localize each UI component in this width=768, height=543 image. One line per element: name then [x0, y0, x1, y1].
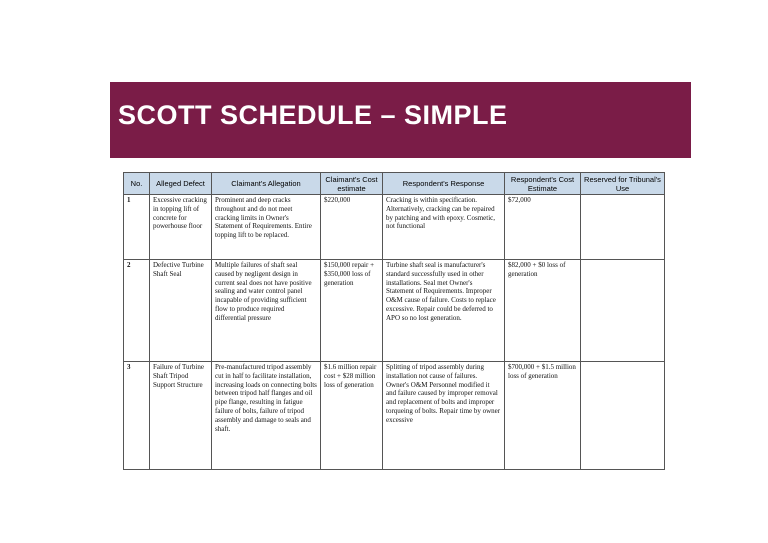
header-alleged-defect: Alleged Defect [150, 173, 212, 195]
header-respondent-cost: Respondent's Cost Estimate [505, 173, 581, 195]
cell-no: 1 [124, 195, 150, 260]
table-header-row [124, 173, 665, 195]
cell-response: Turbine shaft seal is manufacturer's standard successfully used in other installations. Seal met Owner's Statement of Requirements. Improper O&M cause of failure. Costs to replace excessive. Repair could be deferred to APO so no lost generation. [383, 260, 505, 362]
cell-allegation: Multiple failures of shaft seal caused by negligent design in current seal does not have positive sealing and water control panel incapable of providing sufficient flow to produce required differential pressure [212, 260, 321, 362]
table-row [124, 195, 665, 260]
cell-defect: Excessive cracking in topping lift of concrete for powerhouse floor [150, 195, 212, 260]
header-no: No. [124, 173, 150, 195]
cell-allegation: Pre-manufactured tripod assembly cut in half to facilitate installation, increasing loads on connecting bolts between tripod half flanges and oil pipe flange, resulting in fatigue failure of bolts, failure of tripod assembly and damage to seals and shaft. [212, 362, 321, 470]
cell-allegation: Prominent and deep cracks throughout and do not meet cracking limits in Owner's Statement of Requirements. Entire topping lift to be replaced. [212, 195, 321, 260]
table-row [124, 260, 665, 362]
header-claimant-cost: Claimant's Cost estimate [321, 173, 383, 195]
header-claimant-allegation: Claimant's Allegation [212, 173, 321, 195]
cell-respondent-cost: $82,000 + $0 loss of generation [505, 260, 581, 362]
cell-respondent-cost: $72,000 [505, 195, 581, 260]
cell-tribunal [581, 260, 665, 362]
header-respondent-response: Respondent's Response [383, 173, 505, 195]
cell-response: Cracking is within specification. Alternatively, cracking can be repaired by patching and with epoxy. Cosmetic, not functional [383, 195, 505, 260]
cell-no: 2 [124, 260, 150, 362]
cell-no: 3 [124, 362, 150, 470]
cell-claimant-cost: $150,000 repair + $350,000 loss of generation [321, 260, 383, 362]
cell-claimant-cost: $220,000 [321, 195, 383, 260]
cell-response: Splitting of tripod assembly during installation not cause of failures. Owner's O&M Personnel modified it and failure caused by improper removal and replacement of bolts and improper torqueing of bolts. Repair time by owner excessive [383, 362, 505, 470]
cell-tribunal [581, 362, 665, 470]
table-row [124, 362, 665, 470]
cell-respondent-cost: $700,000 + $1.5 million loss of generation [505, 362, 581, 470]
scott-schedule-table [123, 172, 665, 470]
cell-defect: Failure of Turbine Shaft Tripod Support Structure [150, 362, 212, 470]
cell-defect: Defective Turbine Shaft Seal [150, 260, 212, 362]
slide-title: SCOTT SCHEDULE – SIMPLE [118, 100, 508, 130]
cell-tribunal [581, 195, 665, 260]
cell-claimant-cost: $1.6 million repair cost + $28 million loss of generation [321, 362, 383, 470]
header-tribunal-use: Reserved for Tribunal's Use [581, 173, 665, 195]
